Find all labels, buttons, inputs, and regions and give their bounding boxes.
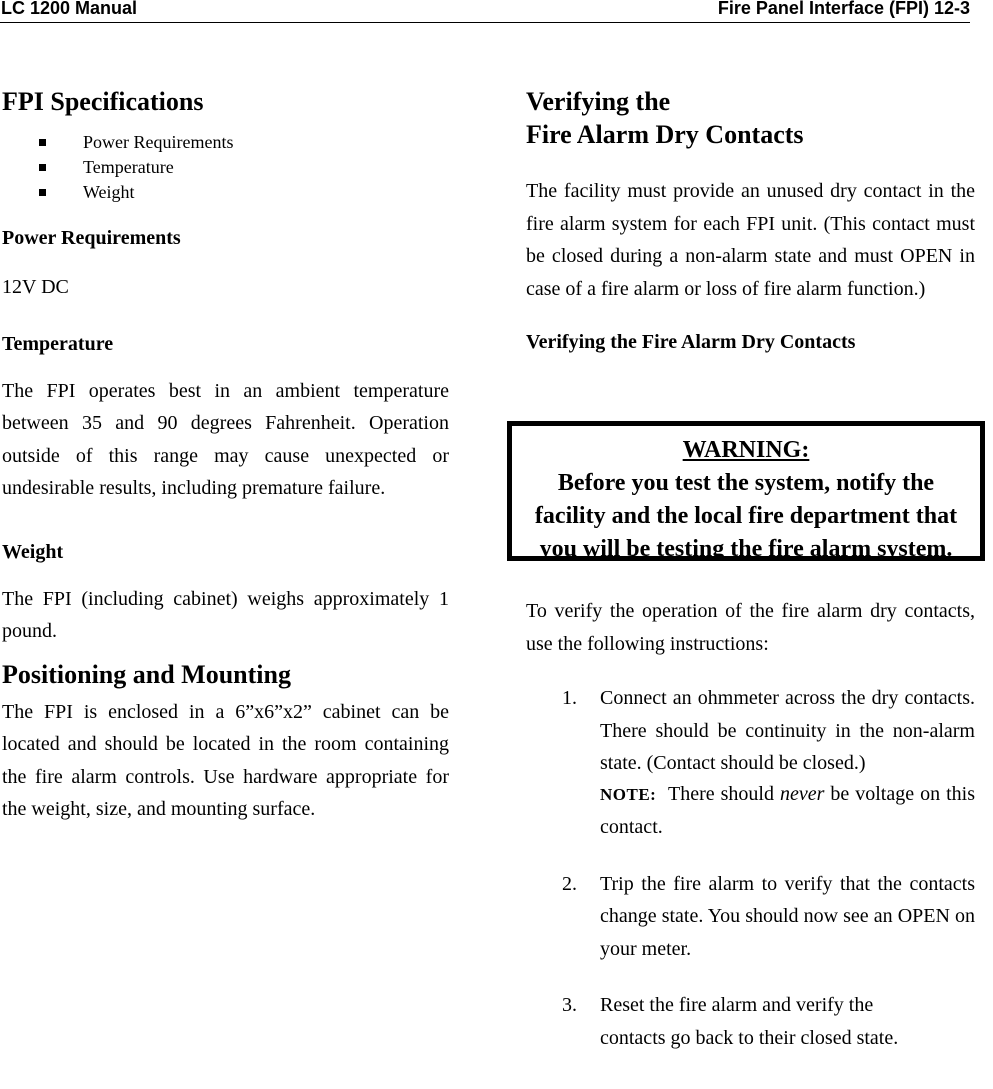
instructions-intro: To verify the operation of the fire alarm dry contacts, use the following instructions: [526,600,975,655]
warning-line: you will be testing the fire alarm system. [539,536,953,562]
manual-title: LC 1200 Manual [1,0,138,18]
step-text-line: contacts go back to their closed state. [600,1026,899,1049]
verify-title-line1: Verifying the [526,87,671,116]
square-bullet-icon [39,164,46,171]
note-emphasis: never [779,782,825,805]
steps-list [526,682,975,1054]
list-item [526,989,975,1054]
verify-subheading: Verifying the Fire Alarm Dry Contacts [526,331,856,353]
square-bullet-icon [39,139,46,146]
step-number: 1. [562,687,577,709]
warning-box [507,421,985,561]
list-item [2,130,449,155]
list-item [2,180,449,205]
power-heading: Power Requirements [2,227,181,249]
list-item-label: Weight [83,182,135,202]
power-value: 12V DC [2,276,69,298]
warning-title: WARNING: [682,437,810,463]
step-text: Connect an ohmmeter across the dry contacts. There should be continuity in the non-alarm state. (Contact should be closed.) [600,687,975,774]
step-note [600,778,975,844]
warning-line: facility and the local fire department that [534,503,958,529]
step-text-line: Reset the fire alarm and verify the [600,994,874,1016]
weight-text: The FPI (including cabinet) weighs approximately 1 pound. [2,587,449,642]
list-item [526,868,975,966]
step-text: Trip the fire alarm to verify that the contacts change state. You should now see an OPEN on your meter. [600,872,975,960]
note-label: NOTE: [600,784,657,804]
left-column [2,85,449,826]
right-column [526,85,975,355]
chapter-page-label: Fire Panel Interface (FPI) 12-3 [717,0,970,18]
step-number: 2. [562,872,577,895]
mounting-text: The FPI is enclosed in a 6”x6”x2” cabinet can be located and should be located in the room containing the fire alarm controls. Use hardware appropriate for the weight, size, and mounting surface. [2,700,449,820]
note-text: There should [667,782,774,805]
step-text [600,989,975,1054]
specs-list [2,130,449,205]
mounting-title: Positioning and Mounting [2,659,291,689]
warning-line: Before you test the system, notify the [557,470,935,496]
specs-title: FPI Specifications [2,87,204,116]
intro-text: The facility must provide an unused dry contact in the fire alarm system for each FPI unit. (This contact must be closed during a non-alarm state and must OPEN in case of a fire alarm or loss of fire alarm function.) [526,180,975,300]
list-item [2,155,449,180]
verify-title [526,85,975,151]
verify-title-line2: Fire Alarm Dry Contacts [526,120,804,149]
temperature-heading: Temperature [2,332,114,355]
step-number: 3. [562,994,577,1016]
page-header [0,0,970,23]
weight-heading: Weight [2,540,64,563]
temperature-text: The FPI operates best in an ambient temperature between 35 and 90 degrees Fahrenheit. Operation outside of this range may cause unexpected or undesirable results, including premature failure. [2,379,449,499]
list-item-label: Power Requirements [83,132,234,152]
square-bullet-icon [39,189,46,196]
instructions-section [526,595,975,1054]
note-text: be voltage on this contact. [600,782,976,838]
list-item [526,682,975,844]
list-item-label: Temperature [83,157,174,177]
